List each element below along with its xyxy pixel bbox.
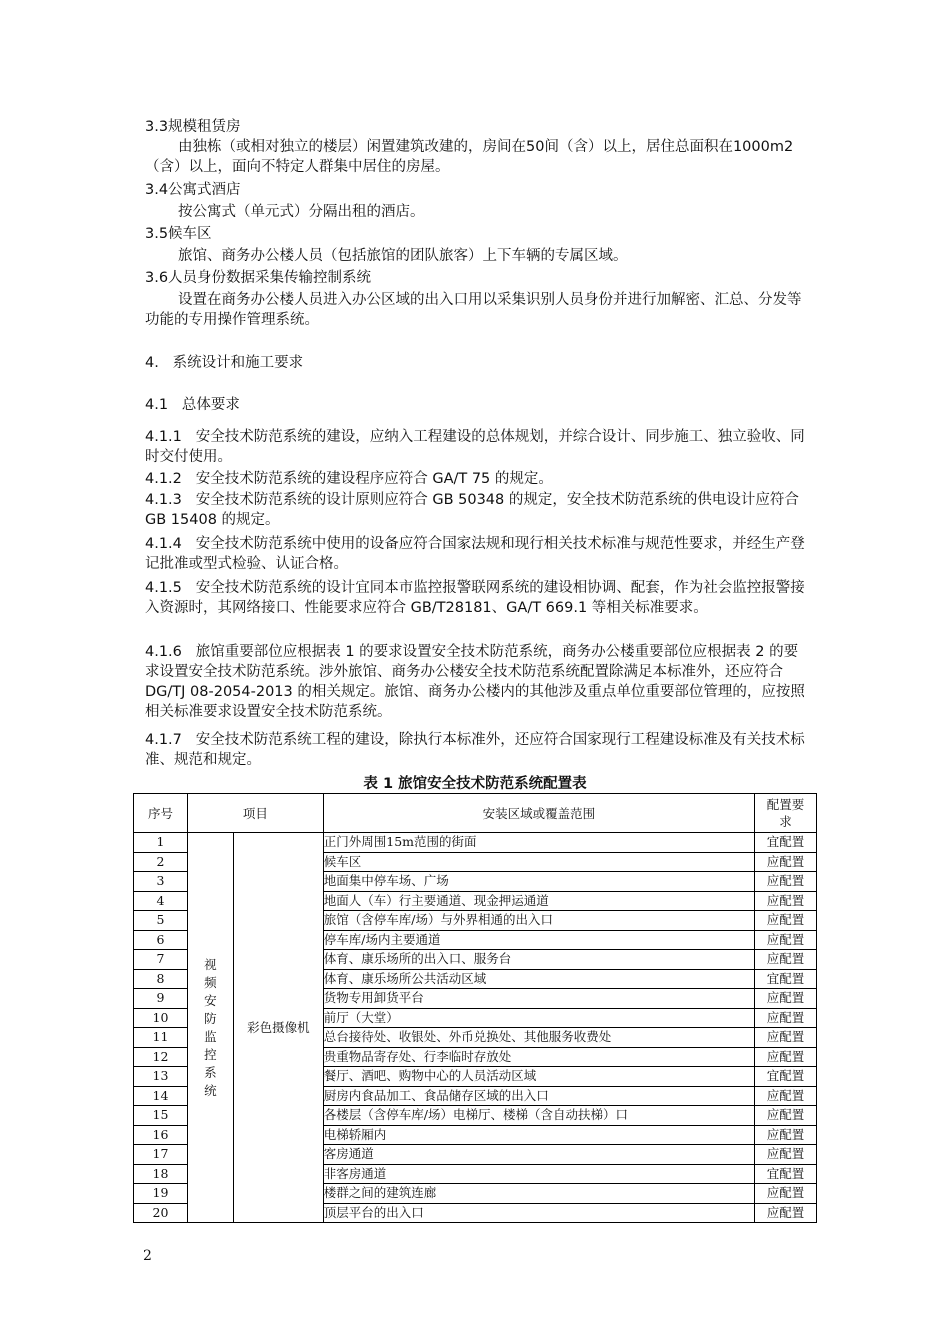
config-requirement: 应配置 [755, 1028, 817, 1048]
config-requirement: 应配置 [755, 1106, 817, 1126]
header-item: 项目 [187, 794, 323, 833]
install-area: 贵重物品寄存处、行李临时存放处 [323, 1047, 754, 1067]
config-requirement: 应配置 [755, 1008, 817, 1028]
section-3-4-body: 按公寓式（单元式）分隔出租的酒店。 [178, 204, 425, 220]
config-table [133, 793, 817, 1223]
install-area: 总台接待处、收银处、外币兑换处、其他服务收费处 [323, 1028, 754, 1048]
section-3-6-body: 设置在商务办公楼人员进入办公区域的出入口用以采集识别人员身份并进行加解密、汇总、分发等功能的专用操作管理系统。 [145, 292, 802, 328]
install-area: 货物专用卸货平台 [323, 989, 754, 1009]
clause-4-1-3: 4.1.3 安全技术防范系统的设计原则应符合 GB 50348 的规定，安全技术防范系统的供电设计应符合 GB 15408 的规定。 [145, 492, 799, 528]
config-requirement: 应配置 [755, 1125, 817, 1145]
system-name-cell: 视频安防监控系统 [187, 833, 233, 1223]
section-3-6-heading: 3.6人员身份数据采集传输控制系统 [145, 270, 372, 286]
install-area: 顶层平台的出入口 [323, 1203, 754, 1223]
config-requirement: 宜配置 [755, 833, 817, 853]
row-number: 20 [134, 1203, 188, 1223]
row-number: 11 [134, 1028, 188, 1048]
config-requirement: 应配置 [755, 1203, 817, 1223]
install-area: 电梯轿厢内 [323, 1125, 754, 1145]
header-area: 安装区域或覆盖范围 [323, 794, 754, 833]
row-number: 16 [134, 1125, 188, 1145]
section-3-3-heading: 3.3规模租赁房 [145, 119, 241, 135]
clause-4-1-2: 4.1.2 安全技术防范系统的建设程序应符合 GA/T 75 的规定。 [145, 471, 553, 487]
header-req: 配置要求 [755, 794, 817, 833]
config-requirement: 应配置 [755, 1086, 817, 1106]
install-area: 正门外周围15m范围的街面 [323, 833, 754, 853]
row-number: 18 [134, 1164, 188, 1184]
row-number: 2 [134, 852, 188, 872]
header-no: 序号 [134, 794, 188, 833]
row-number: 13 [134, 1067, 188, 1087]
row-number: 17 [134, 1145, 188, 1165]
install-area: 客房通道 [323, 1145, 754, 1165]
table-caption: 表 1 旅馆安全技术防范系统配置表 [363, 776, 587, 792]
row-number: 19 [134, 1184, 188, 1204]
section-3-5-body: 旅馆、商务办公楼人员（包括旅馆的团队旅客）上下车辆的专属区域。 [178, 248, 628, 264]
row-number: 8 [134, 969, 188, 989]
clause-4-1-5: 4.1.5 安全技术防范系统的设计宜同本市监控报警联网系统的建设相协调、配套，作为社会监控报警接入资源时，其网络接口、性能要求应符合 GB/T28181、GA/T 669.1 等相关标准要求。 [145, 580, 805, 616]
install-area: 地面人（车）行主要通道、现金押运通道 [323, 891, 754, 911]
config-requirement: 应配置 [755, 950, 817, 970]
row-number: 9 [134, 989, 188, 1009]
clause-4-1-7: 4.1.7 安全技术防范系统工程的建设，除执行本标准外，还应符合国家现行工程建设标准及有关技术标准、规范和规定。 [145, 732, 805, 768]
config-requirement: 应配置 [755, 930, 817, 950]
config-requirement: 应配置 [755, 872, 817, 892]
install-area: 厨房内食品加工、食品储存区域的出入口 [323, 1086, 754, 1106]
config-requirement: 应配置 [755, 891, 817, 911]
install-area: 候车区 [323, 852, 754, 872]
row-number: 5 [134, 911, 188, 931]
section-3-5-heading: 3.5候车区 [145, 226, 212, 242]
device-name-cell: 彩色摄像机 [233, 833, 323, 1223]
install-area: 旅馆（含停车库/场）与外界相通的出入口 [323, 911, 754, 931]
config-requirement: 宜配置 [755, 1067, 817, 1087]
install-area: 停车库/场内主要通道 [323, 930, 754, 950]
row-number: 12 [134, 1047, 188, 1067]
row-number: 4 [134, 891, 188, 911]
row-number: 3 [134, 872, 188, 892]
page-number: 2 [143, 1248, 152, 1264]
section-4-heading: 4. 系统设计和施工要求 [145, 355, 304, 371]
clause-4-1-6: 4.1.6 旅馆重要部位应根据表 1 的要求设置安全技术防范系统，商务办公楼重要部位应根据表 2 的要求设置安全技术防范系统。涉外旅馆、商务办公楼安全技术防范系统配置除满足本标准外，还应符合 DG/TJ 08-2054-2013 的相关规定。旅馆、商务办公楼内的其他涉及重点单位重要部位管理的，应按照相关标准要求设置安全技术防范系统。 [145, 644, 805, 720]
config-requirement: 应配置 [755, 1047, 817, 1067]
install-area: 各楼层（含停车库/场）电梯厅、楼梯（含自动扶梯）口 [323, 1106, 754, 1126]
section-3-4-heading: 3.4公寓式酒店 [145, 182, 241, 198]
row-number: 1 [134, 833, 188, 853]
row-number: 7 [134, 950, 188, 970]
section-4-1-heading: 4.1 总体要求 [145, 397, 240, 413]
install-area: 餐厅、酒吧、购物中心的人员活动区域 [323, 1067, 754, 1087]
table-row [134, 833, 817, 853]
install-area: 地面集中停车场、广场 [323, 872, 754, 892]
config-requirement: 应配置 [755, 1184, 817, 1204]
install-area: 体育、康乐场所公共活动区域 [323, 969, 754, 989]
install-area: 非客房通道 [323, 1164, 754, 1184]
config-requirement: 应配置 [755, 852, 817, 872]
table-header-row [134, 794, 817, 833]
install-area: 前厅（大堂） [323, 1008, 754, 1028]
clause-4-1-1: 4.1.1 安全技术防范系统的建设，应纳入工程建设的总体规划，并综合设计、同步施工、独立验收、同时交付使用。 [145, 429, 805, 465]
row-number: 15 [134, 1106, 188, 1126]
config-requirement: 应配置 [755, 989, 817, 1009]
row-number: 6 [134, 930, 188, 950]
section-3-3-body: 由独栋（或相对独立的楼层）闲置建筑改建的，房间在50间（含）以上，居住总面积在1000m2（含）以上，面向不特定人群集中居住的房屋。 [145, 139, 794, 175]
config-requirement: 应配置 [755, 911, 817, 931]
install-area: 体育、康乐场所的出入口、服务台 [323, 950, 754, 970]
install-area: 楼群之间的建筑连廊 [323, 1184, 754, 1204]
row-number: 10 [134, 1008, 188, 1028]
clause-4-1-4: 4.1.4 安全技术防范系统中使用的设备应符合国家法规和现行相关技术标准与规范性要求，并经生产登记批准或型式检验、认证合格。 [145, 536, 805, 572]
config-requirement: 应配置 [755, 1145, 817, 1165]
row-number: 14 [134, 1086, 188, 1106]
config-requirement: 宜配置 [755, 969, 817, 989]
config-requirement: 宜配置 [755, 1164, 817, 1184]
